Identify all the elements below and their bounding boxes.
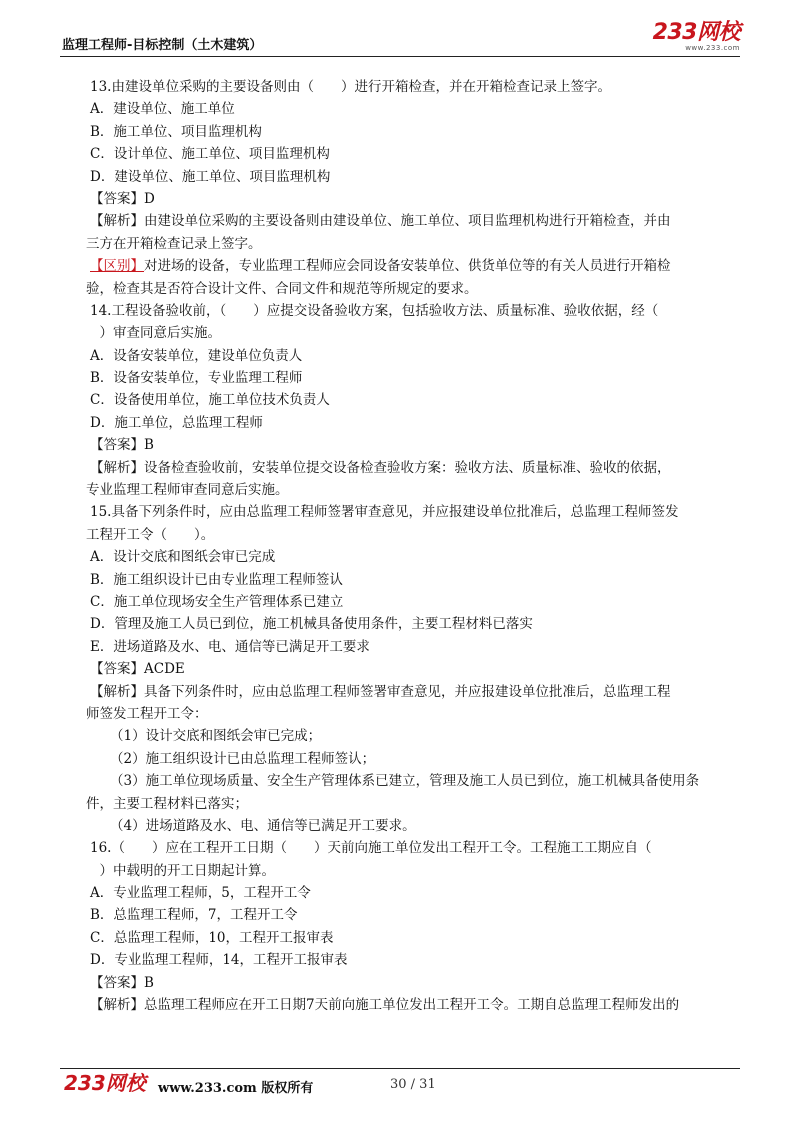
page-header [60,22,740,57]
text-line [86,278,738,300]
text-line [86,121,738,143]
brand-logo-url: www.233.com [685,44,740,52]
line-text: 15.具备下列条件时，应由总监理工程师签署审查意见，并应报建设单位批准后，总监理工程师签发 [90,504,679,521]
text-line [86,569,738,591]
text-line [86,546,738,568]
text-line [86,524,738,546]
line-tag: 【答案】 [90,661,144,678]
line-text: 由建设单位采购的主要设备则由建设单位、施工单位、项目监理机构进行开箱检查，并由 [144,213,671,230]
text-line [86,591,738,613]
line-tag: 【答案】 [90,974,144,991]
footer-logo: 233网校 [64,1071,146,1095]
line-text: E．进场道路及水、电、通信等已满足开工要求 [90,638,370,655]
text-line [86,76,738,98]
line-text: B [144,437,154,454]
line-text: C．施工单位现场安全生产管理体系已建立 [90,593,344,610]
line-text: C．设计单位、施工单位、项目监理机构 [90,146,330,163]
text-line [86,613,738,635]
text-line [86,658,738,680]
line-text: 具备下列条件时，应由总监理工程师签署审查意见，并应报建设单位批准后，总监理工程 [144,683,671,700]
line-text: B．施工组织设计已由专业监理工程师签认 [90,571,343,588]
line-text: D．专业监理工程师，14，工程开工报审表 [90,952,348,969]
text-line [86,345,738,367]
text-line [86,300,738,322]
text-line [86,479,738,501]
text-line [86,188,738,210]
line-text: 14.工程设备验收前，（ ）应提交设备验收方案，包括验收方法、质量标准、验收依据，经（ [90,302,659,319]
line-text: B [144,974,154,991]
text-line [86,322,738,344]
line-tag: 【答案】 [90,190,144,207]
text-line [86,927,738,949]
text-line [86,770,738,792]
text-line [86,815,738,837]
line-text: B．施工单位、项目监理机构 [90,123,262,140]
text-line [86,972,738,994]
text-line [86,255,738,277]
line-text: C．总监理工程师，10，工程开工报审表 [90,929,334,946]
document-body [86,76,738,1016]
line-tag: 【解析】 [90,997,144,1014]
text-line [86,793,738,815]
text-line [86,703,738,725]
line-tag: 【解析】 [90,683,144,700]
line-text: （3）施工单位现场质量、安全生产管理体系已建立，管理及施工人员已到位，施工机械具备使用条 [110,773,700,790]
text-line [86,949,738,971]
line-text: 总监理工程师应在开工日期7天前向施工单位发出工程开工令。工期自总监理工程师发出的 [144,997,680,1014]
text-line [86,636,738,658]
line-text: D．管理及施工人员已到位，施工机械具备使用条件，主要工程材料已落实 [90,616,533,633]
line-tag: 【答案】 [90,437,144,454]
line-text: D．建设单位、施工单位、项目监理机构 [90,168,331,185]
line-tag: 【区别】 [90,258,144,275]
line-text: ）审查同意后实施。 [86,325,221,342]
page-number: 30 / 31 [390,1077,436,1092]
text-line [86,143,738,165]
line-text: ）中载明的开工日期起计算。 [86,862,275,879]
line-text: （2）施工组织设计已由总监理工程师签认； [110,750,376,767]
line-text: 工程开工令（ ）。 [86,526,215,543]
page-footer [60,1068,740,1096]
line-text: D [144,190,155,207]
text-line [86,434,738,456]
brand-logo [653,22,740,52]
line-text: 对进场的设备，专业监理工程师应会同设备安装单位、供货单位等的有关人员进行开箱检 [144,258,671,275]
line-text: A．设计交底和图纸会审已完成 [90,549,276,566]
line-text: （4）进场道路及水、电、通信等已满足开工要求。 [110,817,416,834]
text-line [86,389,738,411]
line-text: A．专业监理工程师，5，工程开工令 [90,885,311,902]
text-line [86,882,738,904]
text-line [86,412,738,434]
text-line [86,501,738,523]
document-title: 监理工程师-目标控制（土木建筑） [62,38,263,53]
text-line [86,367,738,389]
text-line [86,166,738,188]
line-text: A．建设单位、施工单位 [90,101,235,118]
line-text: D．施工单位，总监理工程师 [90,414,263,431]
text-line [86,860,738,882]
line-text: 专业监理工程师审查同意后实施。 [86,482,289,499]
text-line [86,681,738,703]
line-text: （1）设计交底和图纸会审已完成； [110,728,322,745]
line-text: 设备检查验收前，安装单位提交设备检查验收方案：验收方法、质量标准、验收的依据， [144,459,671,476]
line-text: 验，检查其是否符合设计文件、合同文件和规范等所规定的要求。 [86,280,478,297]
text-line [86,725,738,747]
line-text: ACDE [144,661,185,678]
text-line [86,837,738,859]
line-text: 三方在开箱检查记录上签字。 [86,235,262,252]
text-line [86,233,738,255]
line-text: B．总监理工程师，7，工程开工令 [90,907,298,924]
line-text: A．设备安装单位，建设单位负责人 [90,347,303,364]
footer-copyright: www.233.com 版权所有 [158,1081,314,1096]
line-text: 16.（ ）应在工程开工日期（ ）天前向施工单位发出工程开工令。工程施工工期应自（ [90,840,652,857]
text-line [86,98,738,120]
line-text: 件，主要工程材料已落实； [86,795,248,812]
text-line [86,457,738,479]
line-text: 13.由建设单位采购的主要设备则由（ ）进行开箱检查，并在开箱检查记录上签字。 [90,79,611,95]
line-text: B．设备安装单位，专业监理工程师 [90,370,303,387]
text-line [86,904,738,926]
text-line [86,210,738,232]
text-line [86,748,738,770]
line-text: C．设备使用单位，施工单位技术负责人 [90,392,330,409]
line-text: 师签发工程开工令： [86,705,208,722]
brand-logo-text: 233网校 [652,20,740,45]
line-tag: 【解析】 [90,213,144,230]
text-line [86,994,738,1016]
line-tag: 【解析】 [90,459,144,476]
